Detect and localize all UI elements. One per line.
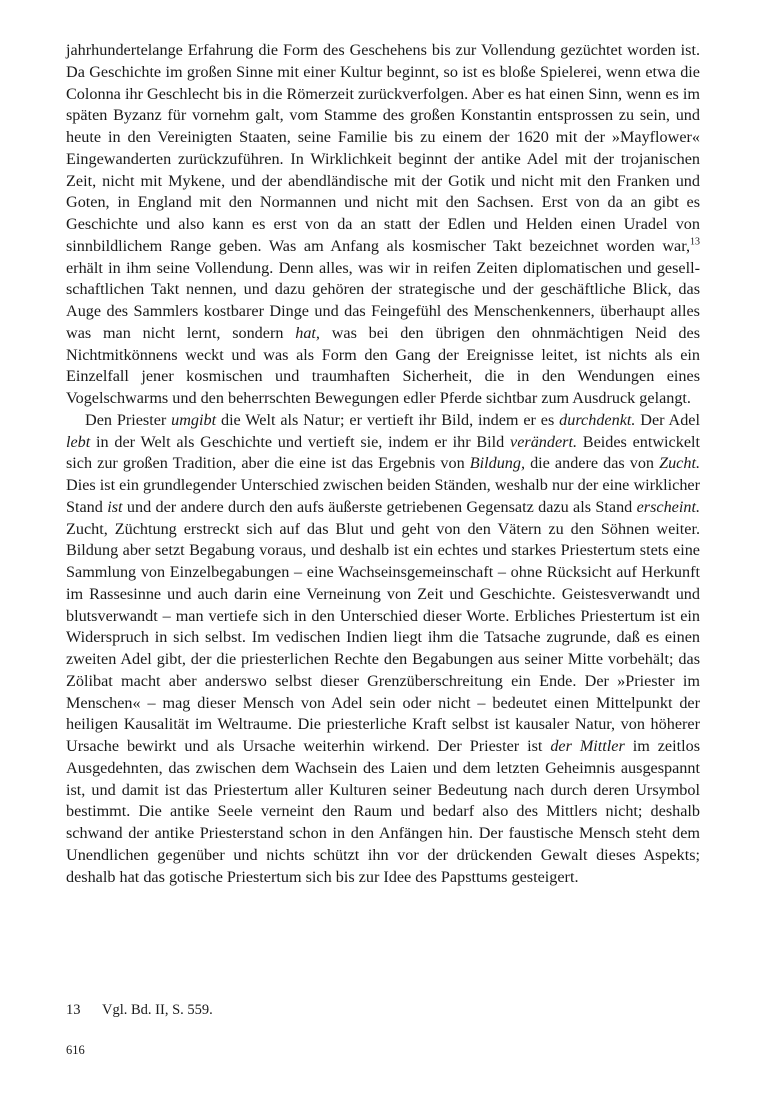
text-run: was bei den übrigen den ohnmächtigen Neid des Nichtmitkönnens weckt und was als Form den Gang der Ereignisse leitet, ist nichts als ein Einzelfall jener kosmischen und traumhaften Sicherheit, die in den Wendungen eines Vogelschwarms und den beherrschten Bewegungen edler Pferde sichtbar zum Ausdruck gelangt. [66,323,700,407]
paragraph-1 [66,40,700,410]
text-run: erhält in ihm seine Vollendung. Denn alles, was wir in reifen Zeiten diplomatischen und gesellschaftlichen Takt nennen, und dazu gehören der strategische und der geschäftliche Blick, das Auge des Sammlers kostbarer Dinge und das Feingefühl des Menschenkenners, überhaupt alles was man nicht lernt, sondern [66,258,700,342]
emphasis: der Mittler [550,737,625,755]
emphasis: lebt [66,432,91,451]
emphasis: Bildung, [469,454,526,473]
emphasis: hat, [295,323,320,342]
text-run: jahrhundertelange Erfahrung die Form des Geschehens bis zur Vollendung gezüchtet worden ist. Da Geschichte im großen Sinne mit einer Kultur beginnt, so ist es bloße Spielerei, wenn etwa die Colonna ihr Geschlecht bis in die Römerzeit zurückverfolgen. Aber es hat einen Sinn, wenn es im späten Byzanz für vornehm galt, vom Stamme des großen Konstantin entsprossen zu sein, und heute in den Vereinigten Staaten, seine Familie bis zu einem der 1620 mit der »Mayflower« Eingewanderten zurückzuführen. In Wirklichkeit beginnt der antike Adel mit der trojanischen Zeit, nicht mit Mykene, und der abendländische mit der Gotik und nicht mit den Franken und Goten, in England mit den Normannen und nicht mit den Sachsen. Erst von da an gibt es Geschichte und also kann es erst von da an statt der Edlen und Helden einen Uradel von sinnbildlichem Range geben. Was am Anfang als kosmischer Takt bezeichnet worden war, [66,41,700,255]
text-run: Dies ist ein grundlegender Unterschied zwischen beiden Ständen, weshalb nur der eine wirklicher Stand [66,476,700,516]
emphasis: durchdenkt. [559,410,636,429]
text-run: im zeitlos Ausgedehnten, das zwischen dem Wachsein des Laien und dem letzten Geheimnis ausgespannt ist, und damit ist das Priestertum aller Kulturen seiner Bedeutung nach durch deren Ursymbol bestimmt. Die antike Seele verneint den Raum und bedarf also des Mittlers nicht; deshalb schwand der antike Priesterstand schon in den Anfängen hin. Der faustische Mensch steht dem Unendlichen gegenüber und nichts schützt ihn vor der drückenden Gewalt dieses Aspekts; deshalb hat das gotische Priestertum sich bis zur Idee des Papsttums gesteigert. [66,737,700,886]
page-number: 616 [66,1043,85,1057]
emphasis: verändert. [510,432,578,451]
text-run: in der Welt als Geschichte und vertieft sie, indem er ihr Bild [90,432,511,451]
text-run: Zucht, Züchtung erstreckt sich auf das Blut und geht von den Vätern zu den Söhnen weiter. Bildung aber setzt Begabung voraus, und deshalb ist ein echtes und starkes Priestertum stets eine Sammlung von Einzelbegabungen – eine Wachseinsgemeinschaft – ohne Rücksicht auf Herkunft im Rassesinne und auch darin eine Verneinung von Zeit und Geschichte. Geistesverwandt und blutsverwandt – man vertiefe sich in den Unterschied dieser Worte. Erbliches Priestertum ist ein Widerspruch in sich selbst. Im vedischen Indien liegt ihm die Tatsache zugrunde, daß es einen zweiten Adel gibt, der die priesterlichen Rechte den Begabungen aus seiner Mitte vorbehält; das Zölibat macht aber anderswo selbst dieser Grenzüberschreitung ein Ende. Der »Priester im Menschen« – mag dieser Mensch von Adel sein oder nicht – bedeutet einen Mittelpunkt der heiligen Kausalität im Weltraume. Die priesterliche Kraft selbst ist kausaler Natur, von höherer Ursache bewirkt und als Ursache weiterhin wirkend. Der Priester ist [66,519,700,755]
emphasis: erscheint. [636,497,700,516]
footnote-reference[interactable]: 13 [690,236,700,248]
footnote [66,1001,213,1019]
emphasis: umgibt [171,410,217,429]
footnote-text: Vgl. Bd. II, S. 559. [102,1002,213,1018]
main-text [66,40,700,888]
text-run: Beides entwickelt sich zur großen Tradition, aber die eine ist das Ergebnis von [66,432,700,473]
text-run: Den Priester [85,410,172,429]
footnote-number: 13 [66,1002,81,1018]
text-run: und der andere durch den aufs äußerste getriebenen Gegensatz dazu als Stand [122,497,637,516]
text-run: die Welt als Natur; er vertieft ihr Bild, indem er es [216,410,560,429]
text-run: die andere das von [525,454,660,473]
text-run: Der Adel [635,410,700,429]
emphasis: ist [107,497,123,516]
paragraph-2 [66,410,700,889]
emphasis: Zucht. [659,454,700,473]
